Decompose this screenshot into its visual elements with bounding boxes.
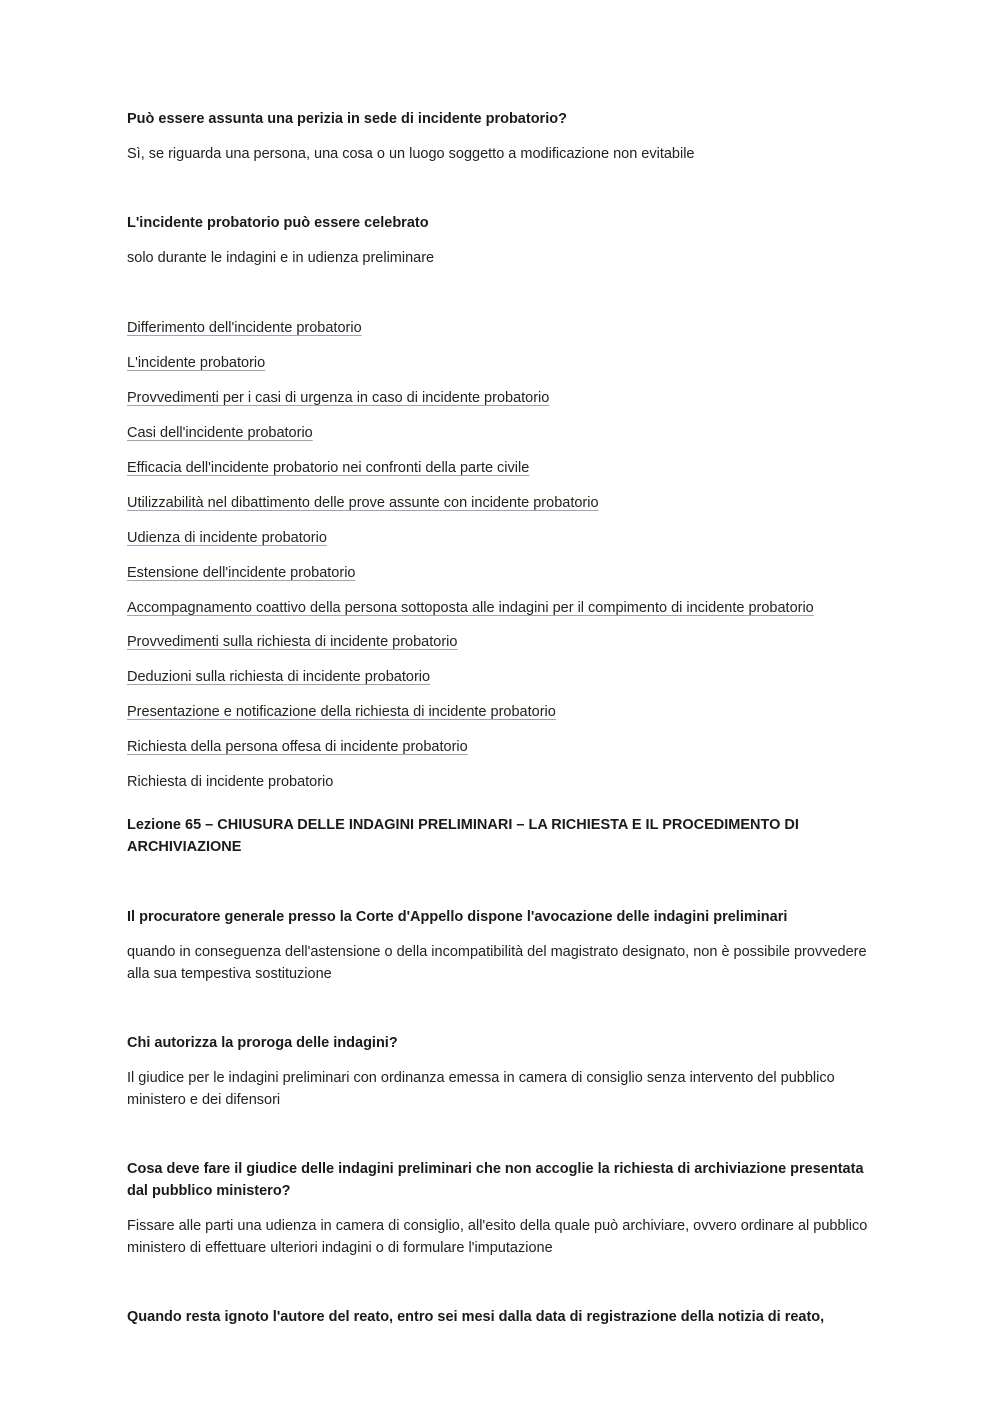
answer-archiviazione: Fissare alle parti una udienza in camera di consiglio, all'esito della quale può archiviare, ovvero ordinare al pubblico ministero di effettuare ulteriori indagini o di formulare l'imputazione: [127, 1218, 868, 1256]
related-link[interactable]: Differimento dell'incidente probatorio: [127, 320, 362, 336]
document-page: [127, 108, 877, 1328]
question-archiviazione: Cosa deve fare il giudice delle indagini preliminari che non accoglie la richiesta di archiviazione presentata dal pubblico ministero?: [127, 1161, 864, 1199]
related-link[interactable]: Estensione dell'incidente probatorio: [127, 565, 356, 581]
answer-celebrazione: solo durante le indagini e in udienza preliminare: [127, 250, 435, 266]
related-link[interactable]: Provvedimenti per i casi di urgenza in caso di incidente probatorio: [127, 390, 550, 406]
question-perizia: Può essere assunta una perizia in sede di incidente probatorio?: [127, 111, 567, 127]
question-autore-ignoto: Quando resta ignoto l'autore del reato, entro sei mesi dalla data di registrazione della notizia di reato,: [127, 1309, 825, 1325]
related-link[interactable]: Accompagnamento coattivo della persona sottoposta alle indagini per il compimento di incidente probatorio: [127, 600, 814, 616]
answer-perizia: Sì, se riguarda una persona, una cosa o un luogo soggetto a modificazione non evitabile: [127, 146, 695, 162]
related-link[interactable]: Efficacia dell'incidente probatorio nei confronti della parte civile: [127, 460, 530, 476]
question-avocazione: Il procuratore generale presso la Corte d'Appello dispone l'avocazione delle indagini preliminari: [127, 909, 788, 925]
related-link[interactable]: Udienza di incidente probatorio: [127, 530, 327, 546]
answer-avocazione: quando in conseguenza dell'astensione o della incompatibilità del magistrato designato, non è possibile provvedere alla sua tempestiva sostituzione: [127, 944, 867, 982]
lesson-heading: Lezione 65 – CHIUSURA DELLE INDAGINI PRELIMINARI – LA RICHIESTA E IL PROCEDIMENTO DI ARCHIVIAZIONE: [127, 817, 799, 855]
related-link[interactable]: Presentazione e notificazione della richiesta di incidente probatorio: [127, 704, 556, 720]
question-celebrazione: L'incidente probatorio può essere celebrato: [127, 215, 429, 231]
related-links-list: [127, 317, 877, 793]
related-item: Richiesta di incidente probatorio: [127, 774, 334, 790]
related-link[interactable]: L'incidente probatorio: [127, 355, 266, 371]
related-link[interactable]: Casi dell'incidente probatorio: [127, 425, 313, 441]
related-link[interactable]: Richiesta della persona offesa di incidente probatorio: [127, 739, 468, 755]
related-link[interactable]: Deduzioni sulla richiesta di incidente probatorio: [127, 669, 431, 685]
related-link[interactable]: Utilizzabilità nel dibattimento delle prove assunte con incidente probatorio: [127, 495, 599, 511]
related-link[interactable]: Provvedimenti sulla richiesta di incidente probatorio: [127, 634, 458, 650]
question-proroga: Chi autorizza la proroga delle indagini?: [127, 1035, 398, 1051]
answer-proroga: Il giudice per le indagini preliminari con ordinanza emessa in camera di consiglio senza intervento del pubblico ministero e dei difensori: [127, 1070, 835, 1108]
